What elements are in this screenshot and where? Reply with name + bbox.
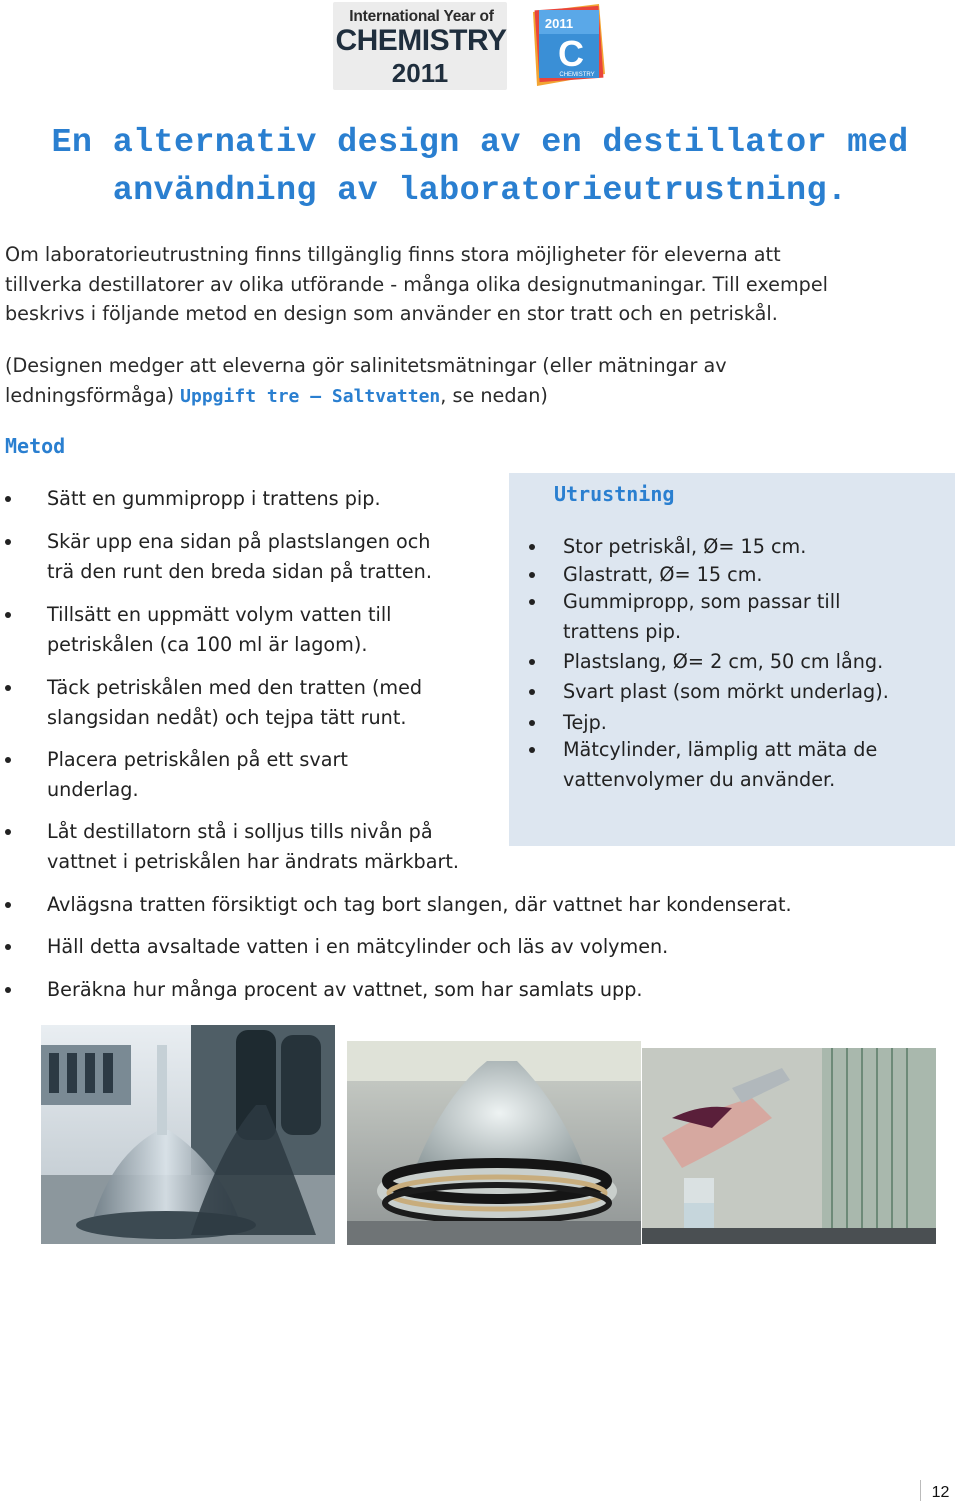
page-title-line-2: användning av laboratorieutrustning. [112, 172, 848, 210]
note-line-2 [5, 381, 955, 412]
photo-taped-funnel [347, 1041, 641, 1245]
measuring-cylinder-image [642, 1048, 936, 1244]
note-line-1: (Designen medger att eleverna gör salinitetsmätningar (eller mätningar av [5, 354, 727, 377]
method-step-text: petriskålen (ca 100 ml är lagom). [47, 633, 368, 656]
bullet-icon [529, 544, 535, 550]
bullet-icon [529, 689, 535, 695]
method-step-text: Beräkna hur många procent av vattnet, som har samlats upp. [47, 978, 643, 1001]
bullet-icon [5, 944, 11, 950]
page-title-line-1: En alternativ design av en destillator med [51, 124, 909, 162]
method-step-text: Täck petriskålen med den tratten (med [47, 676, 423, 699]
method-step-text: Häll detta avsaltade vatten i en mätcylinder och läs av volymen. [47, 935, 669, 958]
photo-funnel-setup [41, 1025, 335, 1244]
logo-wordmark [333, 2, 507, 90]
bullet-icon [5, 539, 11, 545]
method-step-text: Avlägsna tratten försiktigt och tag bort slangen, där vattnet har kondenserat. [47, 893, 792, 916]
page-number: 12 [920, 1480, 960, 1501]
svg-text:C: C [558, 33, 584, 74]
chemistry-badge-icon [529, 2, 609, 90]
bullet-icon [5, 685, 11, 691]
note-line-2-prefix: ledningsförmåga) [5, 383, 181, 407]
bullet-icon [5, 757, 11, 763]
equipment-item-text: Svart plast (som mörkt underlag). [563, 680, 889, 703]
bullet-icon [529, 720, 535, 726]
svg-text:2011: 2011 [544, 16, 574, 31]
equipment-box [509, 473, 955, 846]
equipment-item-text: trattens pip. [563, 620, 682, 643]
logo-line-1: International Year of [349, 8, 494, 25]
taped-funnel-image [347, 1041, 641, 1245]
method-step-text: Skär upp ena sidan på plastslangen och [47, 530, 431, 553]
funnel-setup-image [41, 1025, 335, 1244]
photo-measuring-cylinder [642, 1048, 936, 1244]
note-line-2-suffix: , se nedan) [440, 383, 548, 407]
bullet-icon [5, 496, 11, 502]
bullet-icon [5, 987, 11, 993]
bullet-icon [529, 747, 535, 753]
equipment-item-text: Stor petriskål, Ø= 15 cm. [563, 535, 807, 558]
equipment-item-text: Mätcylinder, lämplig att mäta de [563, 738, 878, 761]
method-step-text: Sätt en gummipropp i trattens pip. [47, 487, 381, 510]
design-note [5, 351, 955, 411]
intro-line-1: Om laboratorieutrustning finns tillgänglig finns stora möjligheter för eleverna att [5, 243, 781, 266]
bullet-icon [529, 572, 535, 578]
bullet-icon [5, 612, 11, 618]
logo-line-2: CHEMISTRY [335, 24, 507, 57]
equipment-item-text: Glastratt, Ø= 15 cm. [563, 563, 763, 586]
intro-line-3: beskrivs i följande metod en design som använder en stor tratt och en petriskål. [5, 302, 778, 325]
equipment-item-text: vattenvolymer du använder. [563, 768, 836, 791]
intro-paragraph [5, 240, 955, 329]
method-step-text: slangsidan nedåt) och tejpa tätt runt. [47, 706, 407, 729]
intro-line-2: tillverka destillatorer av olika utförande - många olika designutmaningar. Till exempel [5, 272, 828, 296]
equipment-heading: Utrustning [554, 482, 675, 506]
iyc-2011-logo [333, 2, 611, 90]
bullet-icon [529, 599, 535, 605]
equipment-item-text: Tejp. [563, 711, 607, 734]
bullet-icon [529, 659, 535, 665]
method-step-text: Placera petriskålen på ett svart [47, 748, 348, 771]
method-step-text: underlag. [47, 778, 139, 801]
method-heading: Metod [5, 434, 66, 458]
method-step-text: trä den runt den breda sidan på tratten. [47, 560, 432, 583]
svg-text:CHEMISTRY: CHEMISTRY [559, 72, 595, 78]
task-three-link: Uppgift tre – Saltvatten [180, 385, 441, 407]
bullet-icon [5, 829, 11, 835]
method-step-text: Tillsätt en uppmätt volym vatten till [47, 603, 392, 626]
method-step-text: Låt destillatorn stå i solljus tills nivån på [47, 820, 433, 843]
equipment-item-text: Gummipropp, som passar till [563, 590, 841, 613]
equipment-item-text: Plastslang, Ø= 2 cm, 50 cm lång. [563, 650, 884, 673]
bullet-icon [5, 902, 11, 908]
method-step-text: vattnet i petriskålen har ändrats märkbart. [47, 850, 459, 873]
logo-line-3: 2011 [391, 58, 449, 88]
